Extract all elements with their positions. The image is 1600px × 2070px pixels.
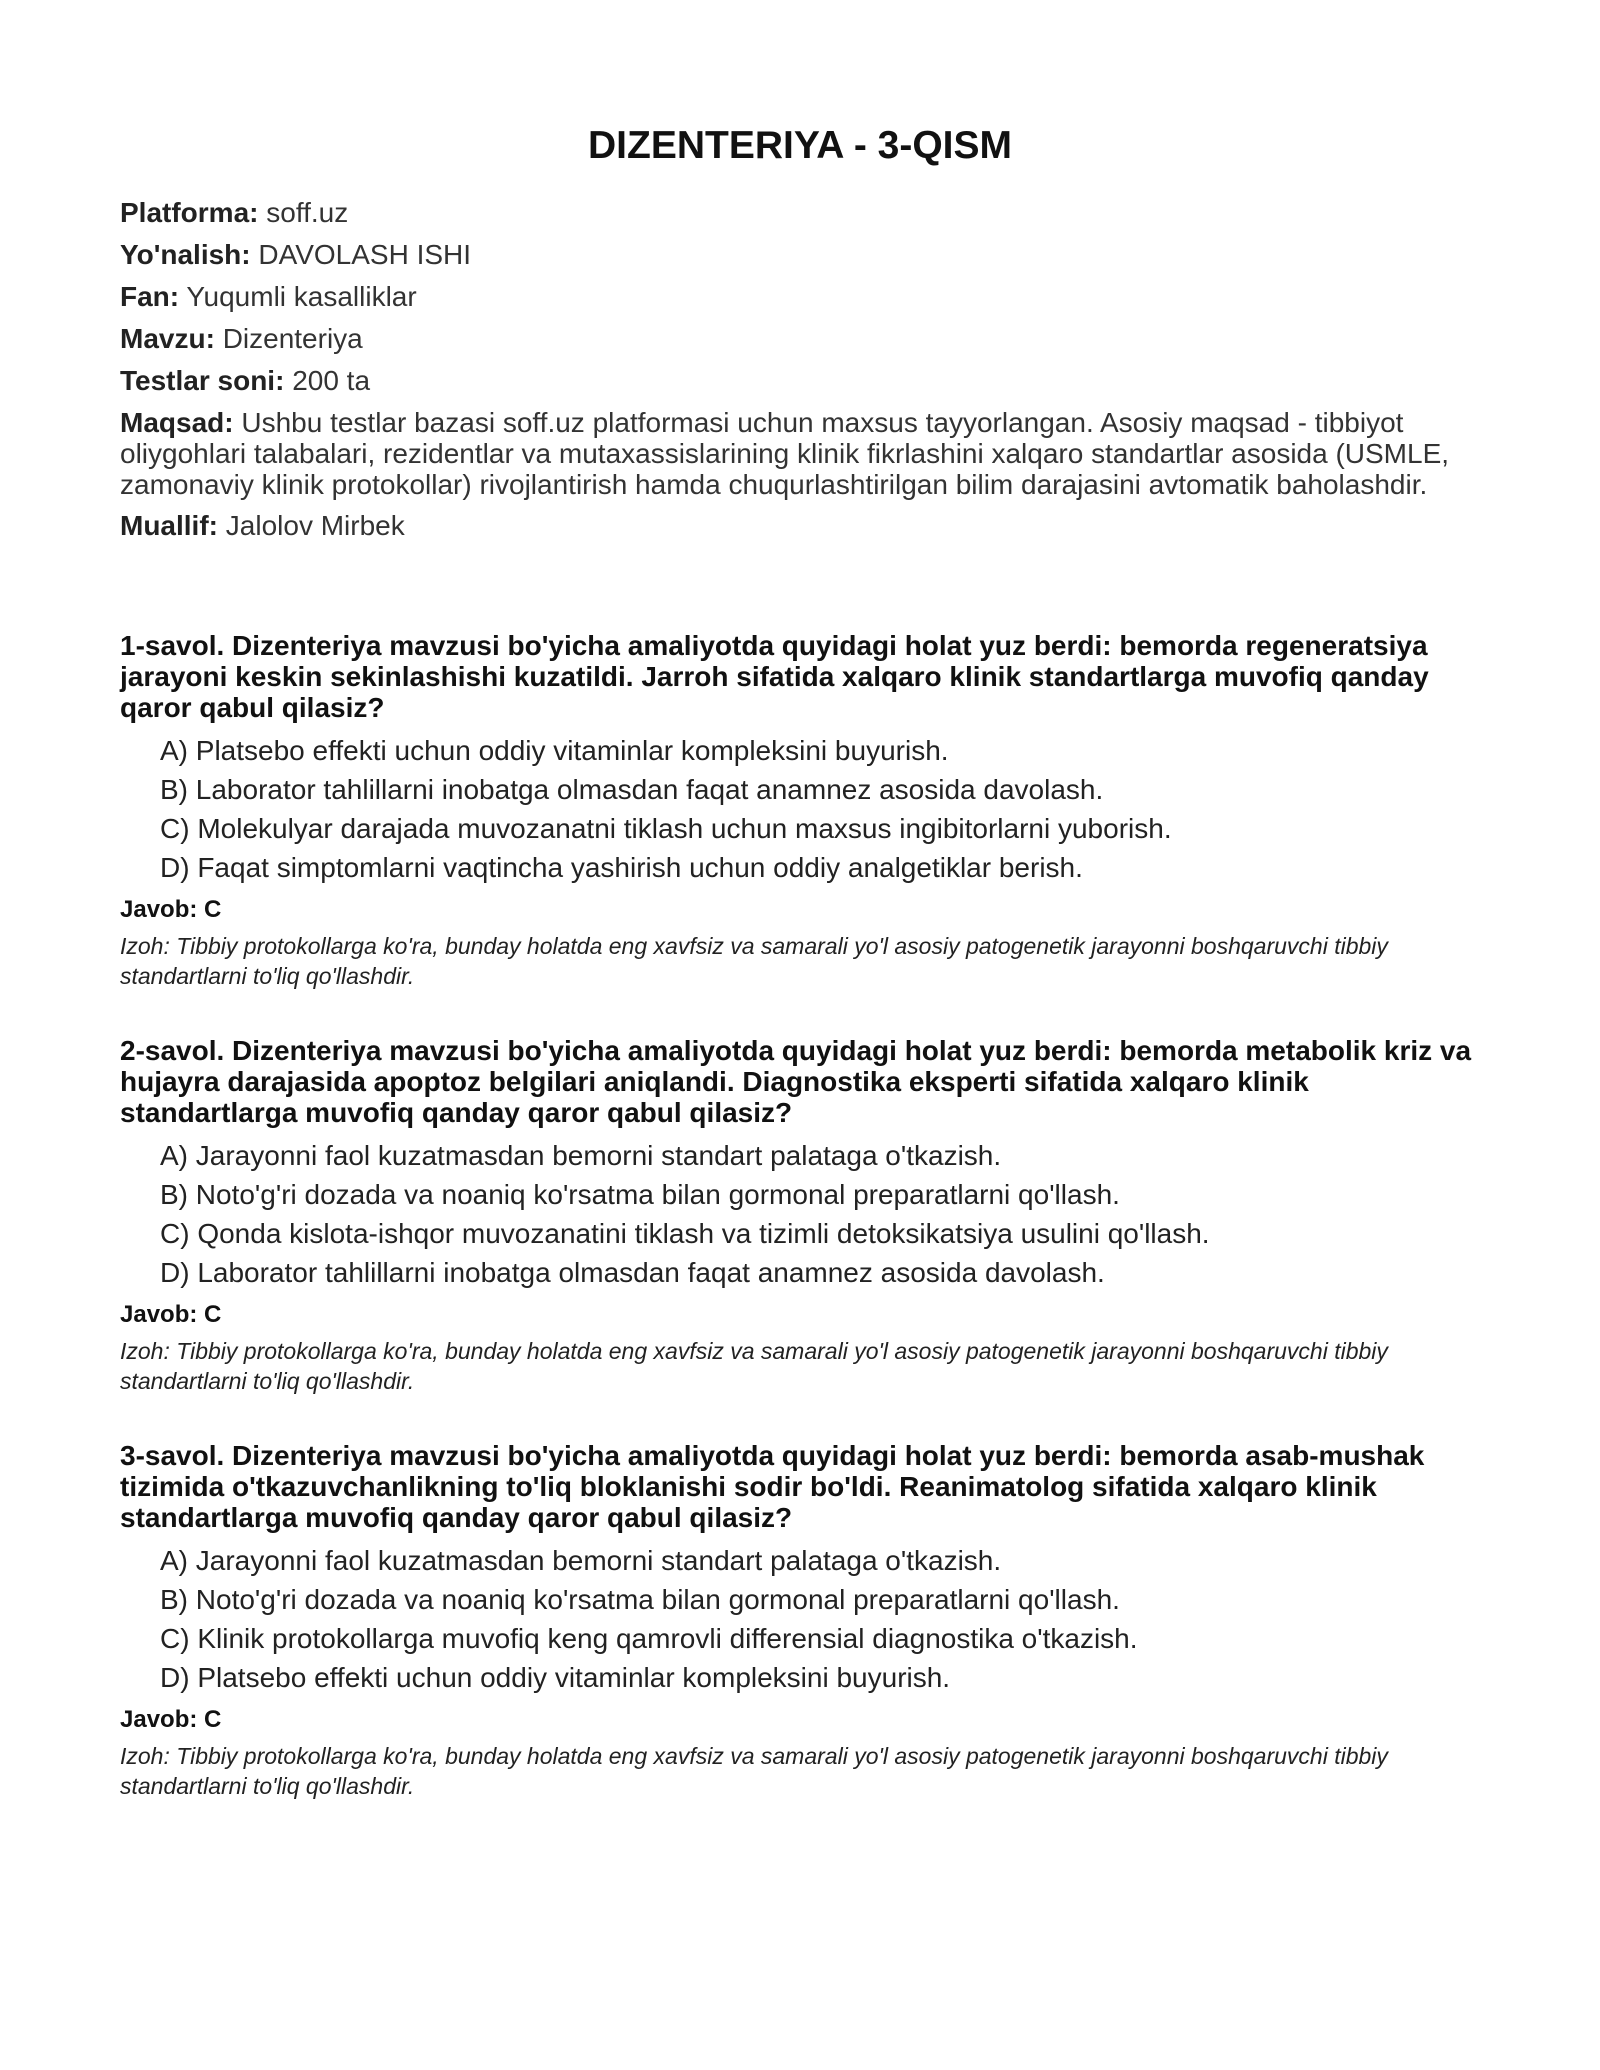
metadata-section xyxy=(120,197,1480,542)
meta-value: Ushbu testlar bazasi soff.uz platformasi uchun maxsus tayyorlangan. Asosiy maqsad - tibbiyot oliygohlari talabalari, rezidentlar va mutaxassislarining klinik fikrlashini xalqaro standartlar asosida (USMLE, zamonaviy klinik protokollar) rivojlantirish hamda chuqurlashtirilgan bilim darajasini avtomatik baholashdir. xyxy=(120,407,1450,500)
meta-subject xyxy=(120,281,1480,313)
option-d: D) Platsebo effekti uchun oddiy vitaminlar kompleksini buyurish. xyxy=(160,1662,951,1693)
meta-key: Yo'nalish: xyxy=(120,239,251,270)
option-a: A) Platsebo effekti uchun oddiy vitaminlar kompleksini buyurish. xyxy=(160,735,949,766)
meta-test-count xyxy=(120,365,1480,397)
meta-value: Dizenteriya xyxy=(222,323,363,354)
option-a: A) Jarayonni faol kuzatmasdan bemorni standart palataga o'tkazish. xyxy=(160,1545,1002,1576)
meta-key: Platforma: xyxy=(120,197,259,228)
meta-topic xyxy=(120,323,1480,355)
question-block xyxy=(120,1035,1480,1396)
question-block xyxy=(120,630,1480,991)
option-c: C) Molekulyar darajada muvozanatni tiklash uchun maxsus ingibitorlarni yuborish. xyxy=(160,813,1172,844)
answer-label: Javob: C xyxy=(120,1301,222,1328)
meta-value: Jalolov Mirbek xyxy=(225,510,405,541)
questions-section xyxy=(120,630,1480,1801)
option-list xyxy=(120,1545,1480,1693)
meta-value: 200 ta xyxy=(292,365,371,396)
meta-value: soff.uz xyxy=(266,197,349,228)
option-d: D) Faqat simptomlarni vaqtincha yashirish uchun oddiy analgetiklar berish. xyxy=(160,852,1083,883)
meta-key: Muallif: xyxy=(120,510,218,541)
option-c: C) Qonda kislota-ishqor muvozanatini tiklash va tizimli detoksikatsiya usulini qo'llash. xyxy=(160,1218,1210,1249)
question-text: 3-savol. Dizenteriya mavzusi bo'yicha amaliyotda quyidagi holat yuz berdi: bemorda asab-mushak tizimida o'tkazuvchanlikning to'liq bloklanishi sodir bo'ldi. Reanimatolog sifatida xalqaro klinik standartlarga muvofiq qanday qaror qabul qilasiz? xyxy=(120,1440,1425,1533)
meta-platform xyxy=(120,197,1480,229)
option-a: A) Jarayonni faol kuzatmasdan bemorni standart palataga o'tkazish. xyxy=(160,1140,1002,1171)
explanation-text: Izoh: Tibbiy protokollarga ko'ra, bunday holatda eng xavfsiz va samarali yo'l asosiy patogenetik jarayonni boshqaruvchi tibbiy standartlarni to'liq qo'llashdir. xyxy=(120,1743,1388,1799)
answer-label: Javob: C xyxy=(120,1706,222,1733)
meta-purpose xyxy=(120,407,1480,500)
meta-value: DAVOLASH ISHI xyxy=(258,239,472,270)
meta-author xyxy=(120,510,1480,542)
meta-key: Fan: xyxy=(120,281,180,312)
option-b: B) Laborator tahlillarni inobatga olmasdan faqat anamnez asosida davolash. xyxy=(160,774,1104,805)
explanation-text: Izoh: Tibbiy protokollarga ko'ra, bunday holatda eng xavfsiz va samarali yo'l asosiy patogenetik jarayonni boshqaruvchi tibbiy standartlarni to'liq qo'llashdir. xyxy=(120,1338,1388,1394)
option-d: D) Laborator tahlillarni inobatga olmasdan faqat anamnez asosida davolash. xyxy=(160,1257,1105,1288)
answer-label: Javob: C xyxy=(120,896,222,923)
meta-direction xyxy=(120,239,1480,271)
question-block xyxy=(120,1440,1480,1801)
meta-key: Testlar soni: xyxy=(120,365,285,396)
meta-key: Maqsad: xyxy=(120,407,234,438)
option-list xyxy=(120,735,1480,883)
explanation-text: Izoh: Tibbiy protokollarga ko'ra, bunday holatda eng xavfsiz va samarali yo'l asosiy patogenetik jarayonni boshqaruvchi tibbiy standartlarni to'liq qo'llashdir. xyxy=(120,933,1388,989)
option-list xyxy=(120,1140,1480,1288)
document-title: DIZENTERIYA - 3-QISM xyxy=(588,124,1012,167)
option-c: C) Klinik protokollarga muvofiq keng qamrovli differensial diagnostika o'tkazish. xyxy=(160,1623,1138,1654)
meta-key: Mavzu: xyxy=(120,323,215,354)
meta-value: Yuqumli kasalliklar xyxy=(186,281,417,312)
option-b: B) Noto'g'ri dozada va noaniq ko'rsatma bilan gormonal preparatlarni qo'llash. xyxy=(160,1584,1120,1615)
question-text: 2-savol. Dizenteriya mavzusi bo'yicha amaliyotda quyidagi holat yuz berdi: bemorda metabolik kriz va hujayra darajasida apoptoz belgilari aniqlandi. Diagnostika eksperti sifatida xalqaro klinik standartlarga muvofiq qanday qaror qabul qilasiz? xyxy=(120,1035,1472,1128)
option-b: B) Noto'g'ri dozada va noaniq ko'rsatma bilan gormonal preparatlarni qo'llash. xyxy=(160,1179,1120,1210)
question-text: 1-savol. Dizenteriya mavzusi bo'yicha amaliyotda quyidagi holat yuz berdi: bemorda regeneratsiya jarayoni keskin sekinlashishi kuzatildi. Jarroh sifatida xalqaro klinik standartlarga muvofiq qanday qaror qabul qilasiz? xyxy=(120,630,1429,723)
